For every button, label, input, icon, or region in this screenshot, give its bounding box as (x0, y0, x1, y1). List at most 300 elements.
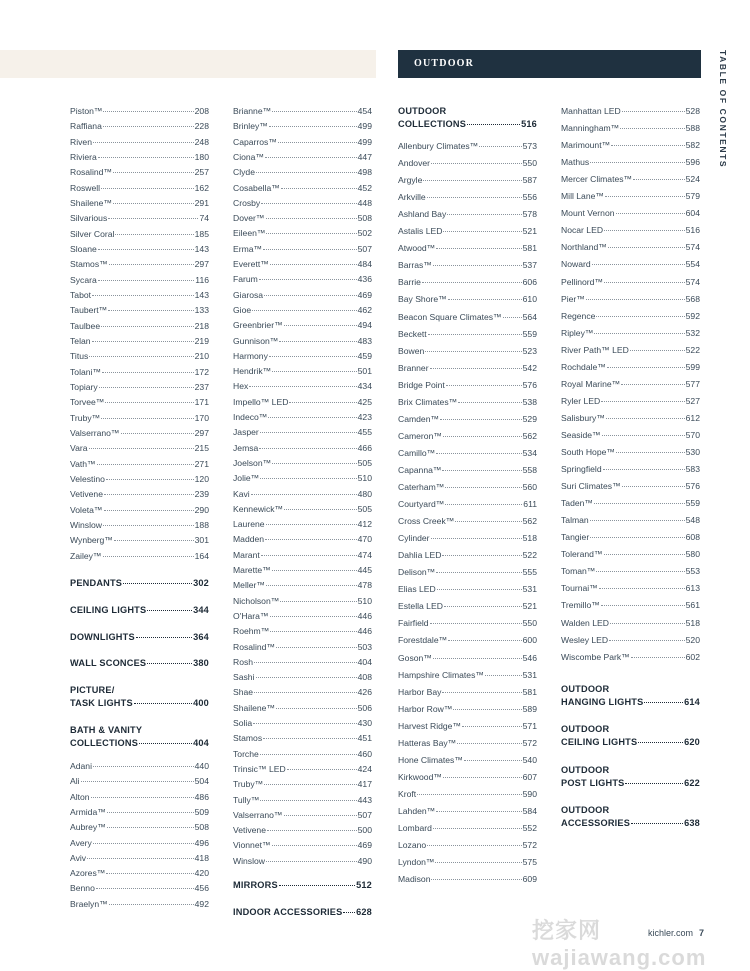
toc-entry-page: 301 (194, 535, 209, 546)
leader-dots (625, 783, 683, 784)
toc-entry[interactable] (398, 362, 537, 374)
toc-entry[interactable] (561, 582, 700, 594)
toc-entry[interactable] (70, 882, 209, 894)
leader-dots (422, 282, 522, 283)
toc-entry[interactable] (561, 224, 700, 236)
toc-entry[interactable] (398, 293, 537, 305)
toc-entry[interactable] (70, 320, 209, 332)
toc-entry[interactable] (70, 791, 209, 803)
toc-entry[interactable] (233, 488, 372, 500)
toc-entry[interactable] (70, 335, 209, 347)
leader-dots (631, 657, 685, 658)
footer-site[interactable]: kichler.com (648, 928, 694, 938)
toc-entry[interactable] (398, 396, 537, 408)
toc-entry-page: 508 (194, 822, 209, 833)
toc-entry-name: Taubert™ (70, 305, 108, 316)
toc-entry[interactable] (233, 579, 372, 591)
toc-entry[interactable] (233, 182, 372, 194)
toc-entry[interactable] (561, 156, 700, 168)
toc-entry[interactable] (233, 243, 372, 255)
toc-entry[interactable] (398, 720, 537, 732)
toc-entry[interactable] (70, 821, 209, 833)
leader-dots (444, 606, 522, 607)
toc-entry-page: 237 (194, 381, 209, 392)
toc-entry-name: Impello™ LED (233, 396, 289, 407)
toc-entry[interactable] (70, 504, 209, 516)
leader-dots (123, 583, 192, 584)
leader-dots (467, 124, 520, 125)
leader-dots (113, 172, 194, 173)
toc-entry[interactable] (233, 686, 372, 698)
toc-entry-page: 555 (522, 567, 537, 578)
section-heading-page: 400 (193, 698, 209, 708)
leader-dots (264, 295, 357, 296)
toc-entry[interactable] (70, 105, 209, 117)
toc-entry[interactable] (233, 411, 372, 423)
toc-entry[interactable] (561, 122, 700, 134)
toc-entry[interactable] (233, 518, 372, 530)
toc-entry[interactable] (398, 703, 537, 715)
toc-entry[interactable] (398, 140, 537, 152)
toc-entry[interactable] (561, 565, 700, 577)
toc-entry[interactable] (398, 413, 537, 425)
section-heading-label: CEILING LIGHTS (561, 737, 638, 747)
toc-entry[interactable] (561, 531, 700, 543)
toc-entry[interactable] (398, 481, 537, 493)
toc-entry[interactable] (233, 289, 372, 301)
section-heading[interactable] (70, 631, 209, 644)
leader-dots (592, 264, 685, 265)
toc-entry[interactable] (233, 778, 372, 790)
section-heading-label: OUTDOOR (561, 724, 610, 734)
leader-dots (279, 885, 355, 886)
toc-entry[interactable] (70, 166, 209, 178)
toc-entry[interactable] (70, 458, 209, 470)
section-heading-page: 404 (193, 738, 209, 748)
leader-dots (134, 703, 192, 704)
toc-entry[interactable] (561, 207, 700, 219)
toc-entry-name: Wynberg™ (70, 535, 113, 546)
toc-entry[interactable] (70, 151, 209, 163)
section-heading[interactable] (561, 723, 700, 749)
leader-dots (93, 142, 194, 143)
leader-dots (445, 504, 522, 505)
toc-entry[interactable] (233, 533, 372, 545)
toc-entry[interactable] (561, 651, 700, 663)
section-heading[interactable] (70, 577, 209, 590)
toc-entry-name: Armida™ (70, 806, 106, 817)
toc-entry[interactable] (70, 212, 209, 224)
toc-entry-page: 297 (194, 427, 209, 438)
toc-entry[interactable] (233, 503, 372, 515)
toc-entry-page: 455 (357, 427, 372, 438)
toc-entry[interactable] (70, 775, 209, 787)
toc-entry-page: 460 (357, 748, 372, 759)
toc-entry[interactable] (70, 366, 209, 378)
toc-entry[interactable] (398, 754, 537, 766)
toc-entry[interactable] (398, 549, 537, 561)
toc-entry[interactable] (233, 656, 372, 668)
toc-entry[interactable] (70, 197, 209, 209)
toc-entry-page: 185 (194, 228, 209, 239)
toc-entry[interactable] (561, 599, 700, 611)
toc-entry[interactable] (561, 327, 700, 339)
toc-entry[interactable] (398, 617, 537, 629)
toc-entry[interactable] (398, 566, 537, 578)
toc-entry-name: Jasper (233, 427, 259, 438)
toc-entry[interactable] (561, 617, 700, 629)
toc-entry[interactable] (233, 350, 372, 362)
toc-entry-page: 480 (357, 488, 372, 499)
toc-entry-page: 164 (194, 550, 209, 561)
section-heading[interactable] (70, 724, 209, 750)
toc-entry[interactable] (233, 732, 372, 744)
toc-entry[interactable] (398, 873, 537, 885)
toc-entry[interactable] (233, 426, 372, 438)
section-heading-label: OUTDOOR (561, 684, 610, 694)
toc-entry[interactable] (398, 464, 537, 476)
leader-dots (611, 145, 684, 146)
section-heading[interactable] (398, 105, 537, 131)
toc-entry-name: Springfield (561, 464, 602, 475)
toc-entry[interactable] (70, 350, 209, 362)
toc-entry-name: Hampshire Climates™ (398, 669, 484, 680)
toc-entry-name: Madison (398, 874, 431, 885)
toc-entry[interactable] (561, 344, 700, 356)
toc-entry-name: Farum (233, 274, 258, 285)
toc-entry[interactable] (398, 498, 537, 510)
toc-entry[interactable] (398, 157, 537, 169)
leader-dots (109, 264, 194, 265)
toc-entry[interactable] (70, 550, 209, 562)
toc-entry[interactable] (561, 412, 700, 424)
toc-entry[interactable] (233, 197, 372, 209)
toc-entry[interactable] (70, 289, 209, 301)
toc-entry[interactable] (398, 430, 537, 442)
toc-entry[interactable] (233, 702, 372, 714)
toc-entry[interactable] (561, 514, 700, 526)
toc-entry-name: Erma™ (233, 243, 263, 254)
toc-entry-page: 443 (357, 794, 372, 805)
leader-dots (343, 912, 355, 913)
toc-entry[interactable] (233, 442, 372, 454)
toc-entry[interactable] (233, 763, 372, 775)
toc-entry[interactable] (70, 760, 209, 772)
toc-entry[interactable] (398, 600, 537, 612)
toc-entry[interactable] (233, 549, 372, 561)
toc-entry[interactable] (70, 806, 209, 818)
toc-entry-name: Branner (398, 362, 429, 373)
toc-entry[interactable] (398, 225, 537, 237)
toc-entry[interactable] (233, 380, 372, 392)
toc-entry[interactable] (70, 243, 209, 255)
toc-entry-page: 417 (357, 779, 372, 790)
toc-entry[interactable] (70, 473, 209, 485)
toc-entry[interactable] (398, 191, 537, 203)
toc-entry-page: 521 (522, 601, 537, 612)
toc-entry[interactable] (398, 447, 537, 459)
toc-entry[interactable] (233, 319, 372, 331)
toc-entry-page: 502 (357, 228, 372, 239)
leader-dots (590, 520, 685, 521)
leader-dots (436, 453, 521, 454)
toc-entry-name: Winslow (70, 519, 102, 530)
leader-dots (103, 556, 194, 557)
section-heading-label: PENDANTS (70, 578, 123, 588)
leader-dots (260, 754, 357, 755)
toc-entry[interactable] (561, 446, 700, 458)
toc-entry[interactable] (70, 898, 209, 910)
leader-dots (270, 631, 356, 632)
toc-entry[interactable] (70, 442, 209, 454)
toc-entry-name: Indeco™ (233, 412, 268, 422)
toc-entry-name: Argyle (398, 175, 423, 186)
leader-dots (252, 310, 357, 311)
toc-entry[interactable] (233, 396, 372, 408)
toc-entry[interactable] (398, 839, 537, 851)
toc-entry-page: 570 (685, 429, 700, 440)
toc-entry[interactable] (398, 174, 537, 186)
toc-entry-name: Barras™ (398, 260, 432, 271)
toc-entry[interactable] (233, 641, 372, 653)
section-heading[interactable] (233, 879, 372, 892)
toc-entry-name: Benno (70, 883, 95, 894)
toc-entry[interactable] (398, 822, 537, 834)
toc-entry[interactable] (398, 532, 537, 544)
leader-dots (98, 157, 194, 158)
leader-dots (284, 509, 357, 510)
section-heading[interactable] (561, 683, 700, 709)
toc-entry[interactable] (398, 345, 537, 357)
toc-entry-name: Sloane (70, 243, 97, 254)
section-heading-label: COLLECTIONS (398, 119, 467, 129)
toc-entry[interactable] (70, 182, 209, 194)
toc-entry[interactable] (233, 809, 372, 821)
toc-entry[interactable] (233, 304, 372, 316)
toc-entry-page: 524 (685, 174, 700, 185)
toc-entry-name: Joelson™ (233, 457, 272, 468)
toc-entry-page: 506 (357, 702, 372, 713)
toc-entry-name: Silver Coral (70, 228, 115, 239)
toc-entry[interactable] (233, 457, 372, 469)
toc-entry-name: Goson™ (398, 652, 432, 663)
toc-entry-name: Tremillo™ (561, 600, 600, 611)
toc-entry[interactable] (233, 151, 372, 163)
toc-entry[interactable] (561, 276, 700, 288)
toc-entry-name: Laurene (233, 519, 265, 530)
toc-entry[interactable] (70, 867, 209, 879)
toc-entry[interactable] (233, 717, 372, 729)
toc-entry[interactable] (398, 652, 537, 664)
toc-entry[interactable] (70, 412, 209, 424)
toc-entry[interactable] (233, 120, 372, 132)
toc-entry[interactable] (398, 669, 537, 681)
toc-entry-name: Hone Climates™ (398, 754, 463, 765)
toc-entry[interactable] (233, 625, 372, 637)
toc-entry[interactable] (561, 105, 700, 117)
toc-entry[interactable] (70, 228, 209, 240)
toc-entry[interactable] (233, 839, 372, 851)
toc-entry-name: Bay Shore™ (398, 294, 447, 305)
toc-entry[interactable] (233, 136, 372, 148)
leader-dots (427, 197, 522, 198)
toc-entry[interactable] (70, 120, 209, 132)
toc-entry-name: Vetivene (233, 825, 266, 836)
section-heading[interactable] (561, 804, 700, 830)
toc-entry[interactable] (398, 686, 537, 698)
toc-entry[interactable] (398, 788, 537, 800)
toc-entry[interactable] (233, 227, 372, 239)
toc-entry[interactable] (70, 427, 209, 439)
toc-entry-page: 607 (522, 771, 537, 782)
toc-entry[interactable] (398, 208, 537, 220)
toc-entry[interactable] (398, 379, 537, 391)
toc-entry[interactable] (398, 737, 537, 749)
toc-entry[interactable] (561, 241, 700, 253)
toc-entry[interactable] (233, 855, 372, 867)
toc-entry[interactable] (70, 837, 209, 849)
toc-entry-page: 552 (522, 823, 537, 833)
toc-entry[interactable] (561, 429, 700, 441)
toc-entry[interactable] (233, 564, 372, 576)
toc-entry[interactable] (398, 805, 537, 817)
section-heading-page: 380 (193, 658, 209, 668)
toc-entry-page: 582 (685, 140, 700, 151)
toc-entry[interactable] (233, 335, 372, 347)
toc-entry[interactable] (70, 488, 209, 500)
toc-entry-page: 290 (194, 504, 209, 515)
toc-entry-name: Shailene™ (70, 197, 113, 208)
toc-entry[interactable] (233, 105, 372, 117)
toc-entry[interactable] (561, 361, 700, 373)
toc-entry[interactable] (398, 276, 537, 288)
toc-entry-page: 503 (357, 641, 372, 652)
toc-entry[interactable] (233, 472, 372, 484)
toc-entry-page: 556 (522, 192, 537, 203)
toc-entry[interactable] (561, 139, 700, 151)
toc-entry-page: 534 (522, 447, 537, 458)
toc-entry-page: 564 (522, 311, 537, 322)
toc-entry-name: Kavi (233, 488, 250, 499)
toc-entry[interactable] (561, 480, 700, 492)
toc-entry-page: 297 (194, 259, 209, 270)
leader-dots (455, 521, 521, 522)
toc-entry[interactable] (561, 463, 700, 475)
leader-dots (436, 811, 521, 812)
toc-entry[interactable] (561, 173, 700, 185)
toc-entry[interactable] (70, 381, 209, 393)
toc-entry-page: 527 (685, 395, 700, 406)
section-heading-page: 516 (521, 119, 537, 129)
toc-entry[interactable] (233, 610, 372, 622)
toc-entry[interactable] (233, 365, 372, 377)
toc-entry[interactable] (233, 824, 372, 836)
toc-entry-page: 499 (357, 121, 372, 132)
toc-entry[interactable] (561, 190, 700, 202)
section-heading[interactable] (233, 906, 372, 919)
toc-entry[interactable] (70, 304, 209, 316)
toc-entry-name: Harmony (233, 350, 268, 361)
toc-entry[interactable] (70, 258, 209, 270)
toc-entry-name: Dover™ (233, 213, 265, 224)
toc-entry[interactable] (70, 534, 209, 546)
section-heading-page: 628 (356, 907, 372, 917)
toc-entry-page: 561 (685, 600, 700, 611)
toc-entry-page: 559 (522, 328, 537, 339)
toc-entry[interactable] (70, 519, 209, 531)
leader-dots (101, 418, 193, 419)
toc-entry[interactable] (233, 748, 372, 760)
toc-entry[interactable] (398, 583, 537, 595)
section-heading[interactable] (70, 604, 209, 617)
toc-entry-name: Rochdale™ (561, 361, 606, 372)
toc-entry[interactable] (398, 771, 537, 783)
toc-entry[interactable] (561, 548, 700, 560)
toc-entry-page: 170 (194, 412, 209, 423)
toc-entry[interactable] (70, 274, 209, 286)
toc-entry-page: 418 (194, 852, 209, 863)
section-heading-page: 620 (684, 737, 700, 747)
toc-entry[interactable] (398, 328, 537, 340)
toc-entry[interactable] (70, 136, 209, 148)
toc-entry-name: Estella LED (398, 601, 443, 612)
toc-entry[interactable] (233, 212, 372, 224)
leader-dots (603, 469, 685, 470)
toc-entry[interactable] (398, 856, 537, 868)
leader-dots (101, 188, 194, 189)
toc-entry[interactable] (561, 310, 700, 322)
section-heading[interactable] (561, 764, 700, 790)
section-heading[interactable] (70, 684, 209, 710)
toc-entry-page: 239 (194, 489, 209, 500)
toc-entry[interactable] (233, 166, 372, 178)
toc-entry-name: Seaside™ (561, 429, 601, 440)
leader-dots (264, 784, 356, 785)
section-heading-label: HANGING LIGHTS (561, 697, 644, 707)
section-heading[interactable] (70, 657, 209, 670)
toc-entry[interactable] (233, 273, 372, 285)
toc-entry[interactable] (398, 242, 537, 254)
toc-entry-name: Marette™ (233, 565, 271, 575)
leader-dots (253, 723, 357, 724)
toc-entry[interactable] (561, 293, 700, 305)
toc-entry[interactable] (561, 634, 700, 646)
leader-dots (108, 218, 198, 219)
toc-entry-page: 604 (685, 208, 700, 219)
toc-entry[interactable] (398, 634, 537, 646)
leader-dots (608, 247, 685, 248)
toc-entry[interactable] (233, 595, 372, 607)
toc-entry[interactable] (70, 396, 209, 408)
toc-entry[interactable] (561, 258, 700, 270)
toc-entry-page: 548 (685, 515, 700, 526)
toc-entry[interactable] (561, 395, 700, 407)
toc-entry[interactable] (398, 515, 537, 527)
toc-entry-name: Toman™ (561, 566, 596, 577)
toc-entry[interactable] (398, 311, 537, 323)
toc-entry-name: Tolerand™ (561, 549, 603, 560)
leader-dots (261, 555, 357, 556)
toc-entry[interactable] (561, 497, 700, 509)
toc-entry[interactable] (233, 671, 372, 683)
toc-entry-page: 470 (357, 534, 372, 545)
toc-entry[interactable] (398, 259, 537, 271)
toc-entry[interactable] (233, 794, 372, 806)
toc-entry[interactable] (70, 852, 209, 864)
toc-entry[interactable] (561, 378, 700, 390)
toc-entry[interactable] (233, 258, 372, 270)
leader-dots (590, 162, 684, 163)
